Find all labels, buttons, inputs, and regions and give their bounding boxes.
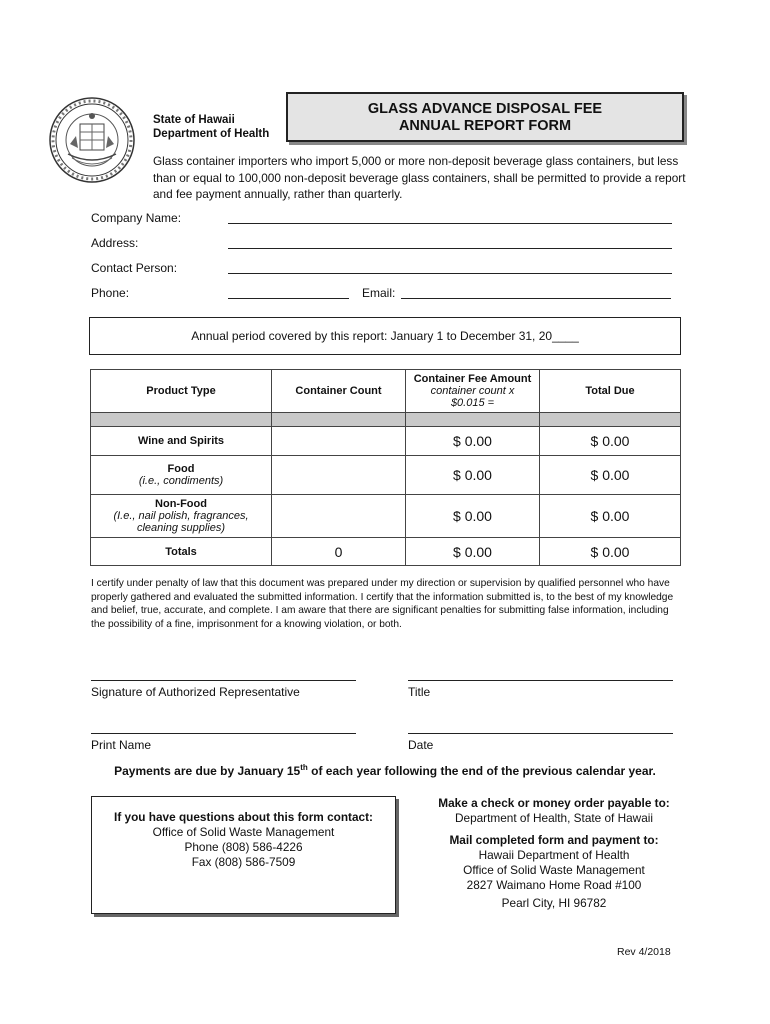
email-label: Email: (362, 286, 396, 300)
fee-amount-formula-2: $0.015 = (450, 397, 495, 409)
payment-due-notice (0, 763, 770, 778)
total-cell-totals: $ 0.00 (540, 538, 681, 566)
mail-line-3: 2827 Waimano Home Road #100 (466, 878, 642, 892)
product-type-header: Product Type (91, 370, 272, 413)
annual-period-box (89, 317, 681, 355)
fee-cell-totals: $ 0.00 (406, 538, 540, 566)
email-field[interactable] (401, 298, 671, 299)
fee-amount-header (406, 370, 540, 413)
row-label-totals: Totals (91, 538, 272, 566)
form-title-box (286, 92, 684, 142)
address-field[interactable] (228, 248, 672, 249)
certification-paragraph: I certify under penalty of law that this document was prepared under my direction or supervision by qualified personnel who have properly gathered and evaluated the submitted information. I certify that the information submitted is, to the best of my knowledge and belief, true, accurate, and complete. I am aware that there are significant penalties for submitting false information, including the possibility of a fine, imprisonment for a knowing violation, or both. (91, 578, 674, 630)
payment-due-superscript: th (300, 763, 308, 772)
non-food-sublabel: (I.e., nail polish, fragrances, cleaning supplies) (113, 510, 249, 534)
intro-paragraph: Glass container importers who import 5,000 or more non-deposit beverage glass containers, but less than or equal to 100,000 non-deposit beverage glass containers, shall be permitted to provide a report and fee payment annually, rather than quarterly. (153, 154, 686, 201)
payable-heading: Make a check or money order payable to: (438, 796, 670, 810)
signature-label: Signature of Authorized Representative (91, 685, 300, 699)
count-cell-food[interactable] (272, 456, 406, 495)
payable-to: Department of Health, State of Hawaii (454, 811, 654, 825)
fee-cell-food: $ 0.00 (406, 456, 540, 495)
annual-period-text: Annual period covered by this report: January 1 to December 31, 20____ (191, 329, 579, 343)
company-name-label: Company Name: (91, 211, 182, 225)
table-row (91, 456, 681, 495)
contact-person-field[interactable] (228, 273, 672, 274)
count-cell-non-food[interactable] (272, 495, 406, 538)
mail-instructions (414, 796, 694, 911)
contact-office: Office of Solid Waste Management (152, 825, 335, 839)
address-label: Address: (91, 236, 139, 250)
fee-amount-formula-1: container count x (430, 385, 515, 397)
date-field[interactable] (408, 733, 673, 734)
contact-heading: If you have questions about this form contact: (114, 810, 373, 824)
contact-phone: Phone (808) 586-4226 (184, 840, 303, 854)
payment-due-text-2: of each year following the end of the previous calendar year. (307, 764, 656, 778)
payment-due-text-1: Payments are due by January 15 (114, 764, 301, 778)
table-row (91, 427, 681, 456)
total-cell-wine-spirits: $ 0.00 (540, 427, 681, 456)
title-field[interactable] (408, 680, 673, 681)
signature-field[interactable] (91, 680, 356, 681)
agency-name: State of Hawaii (153, 114, 235, 126)
row-label-wine-spirits: Wine and Spirits (91, 427, 272, 456)
title-label: Title (408, 685, 431, 699)
date-label: Date (408, 738, 434, 752)
total-due-header: Total Due (540, 370, 681, 413)
revision-date: Rev 4/2018 (617, 946, 671, 958)
print-name-field[interactable] (91, 733, 356, 734)
mail-line-1: Hawaii Department of Health (478, 848, 630, 862)
form-title-line1: GLASS ADVANCE DISPOSAL FEE (367, 101, 603, 117)
shaded-separator-row (91, 413, 681, 427)
department-name: Department of Health (153, 128, 270, 140)
contact-fax: Fax (808) 586-7509 (191, 855, 296, 869)
phone-label: Phone: (91, 286, 130, 300)
questions-contact-box (91, 796, 396, 914)
form-title-line2: ANNUAL REPORT FORM (398, 118, 572, 134)
table-row (91, 538, 681, 566)
container-count-header: Container Count (272, 370, 406, 413)
table-header-row (91, 370, 681, 413)
total-cell-food: $ 0.00 (540, 456, 681, 495)
phone-field[interactable] (228, 298, 349, 299)
company-name-field[interactable] (228, 223, 672, 224)
count-cell-totals: 0 (272, 538, 406, 566)
food-label: Food (167, 463, 195, 475)
print-name-label: Print Name (91, 738, 152, 752)
mail-heading: Mail completed form and payment to: (449, 833, 659, 847)
fee-amount-title: Container Fee Amount (413, 373, 532, 385)
table-row (91, 495, 681, 538)
non-food-label: Non-Food (155, 498, 207, 510)
mail-line-4: Pearl City, HI 96782 (501, 896, 607, 910)
fee-cell-non-food: $ 0.00 (406, 495, 540, 538)
food-sublabel: (i.e., condiments) (138, 475, 224, 487)
fee-cell-wine-spirits: $ 0.00 (406, 427, 540, 456)
fee-table (90, 369, 681, 566)
total-cell-non-food: $ 0.00 (540, 495, 681, 538)
mail-line-2: Office of Solid Waste Management (463, 863, 645, 877)
count-cell-wine-spirits[interactable] (272, 427, 406, 456)
row-label-food (91, 456, 272, 495)
row-label-non-food (91, 495, 272, 538)
contact-person-label: Contact Person: (91, 261, 178, 275)
state-seal-icon (48, 96, 136, 184)
